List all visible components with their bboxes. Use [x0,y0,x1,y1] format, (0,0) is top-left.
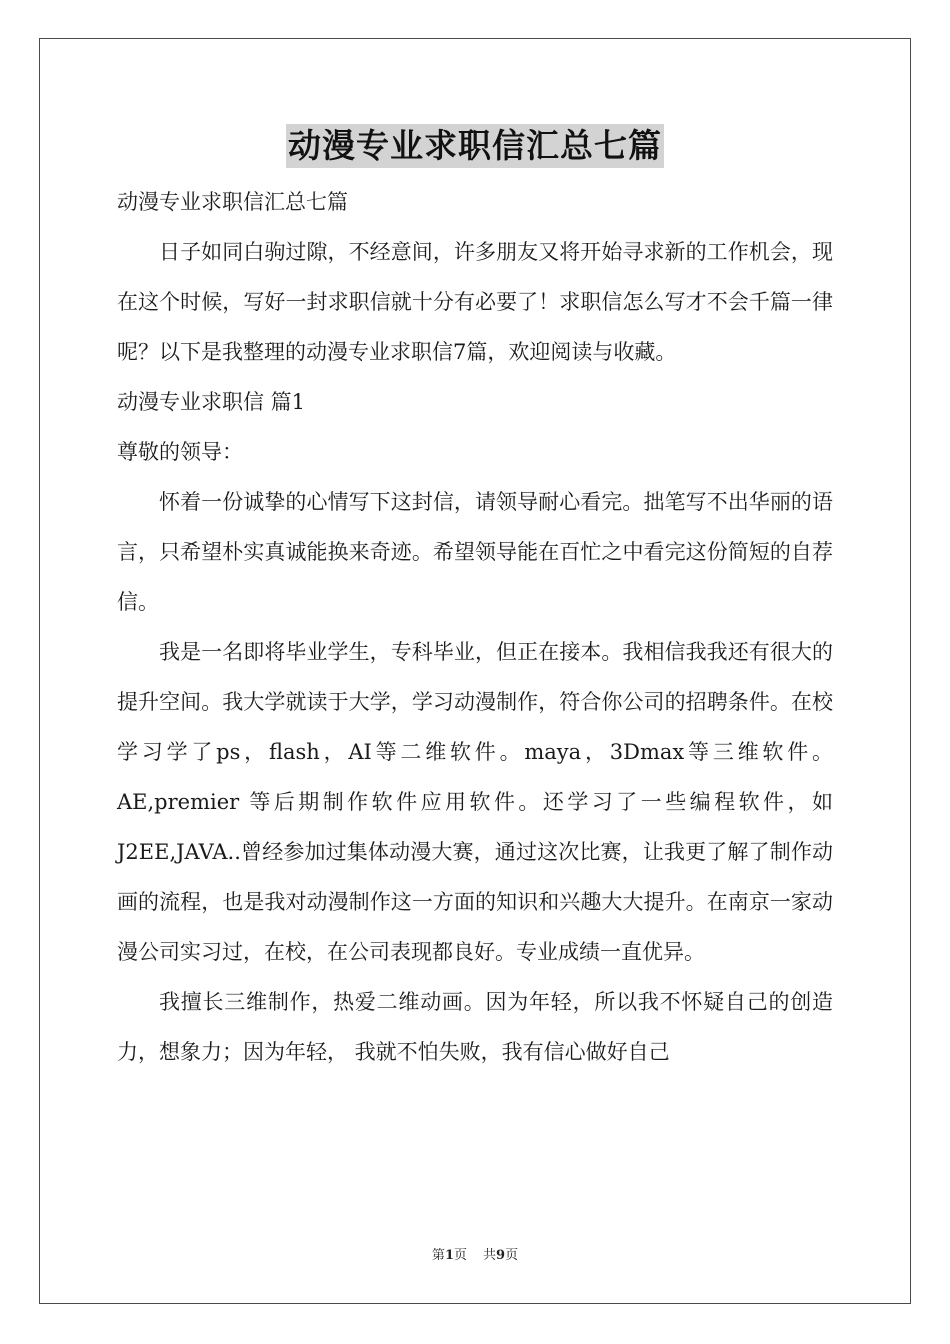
total-suffix: 页 [505,1248,519,1263]
document-body [117,177,833,1077]
total-pages: 9 [496,1248,506,1263]
section-heading: 动漫专业求职信 篇1 [117,390,306,414]
total-prefix: 共 [483,1248,497,1263]
body-paragraph: 日子如同白驹过隙，不经意间，许多朋友又将开始寻求新的工作机会，现在这个时候，写好一封求职信就十分有必要了！求职信怎么写才不会千篇一律呢？以下是我整理的动漫专业求职信7篇，欢迎阅读与收藏。 [117,240,833,364]
body-paragraph: 动漫专业求职信汇总七篇 [117,190,348,214]
title-area [0,124,950,168]
body-paragraph: 我擅长三维制作，热爱二维动画。因为年轻，所以我不怀疑自己的创造力，想象力；因为年轻， 我就不怕失败，我有信心做好自己 [117,990,833,1064]
page-prefix: 第 [431,1248,445,1263]
body-paragraph: 我是一名即将毕业学生，专科毕业，但正在接本。我相信我我还有很大的提升空间。我大学就读于大学，学习动漫制作，符合你公司的招聘条件。在校学习学了ps，flash，AI等二维软件。maya，3Dmax等三维软件。AE,premier 等后期制作软件应用软件。还学习了一些编程软件，如J2EE,JAVA..曾经参加过集体动漫大赛，通过这次比赛，让我更了解了制作动画的流程，也是我对动漫制作这一方面的知识和兴趣大大提升。在南京一家动漫公司实习过，在校，在公司表现都良好。专业成绩一直优异。 [117,640,833,964]
page-suffix: 页 [453,1248,467,1263]
page-footer [0,1247,950,1265]
document-title: 动漫专业求职信汇总七篇 [286,124,664,168]
page-current: 1 [444,1248,454,1263]
body-paragraph: 怀着一份诚挚的心情写下这封信，请领导耐心看完。拙笔写不出华丽的语言，只希望朴实真诚能换来奇迹。希望领导能在百忙之中看完这份简短的自荐信。 [117,490,833,614]
salutation: 尊敬的领导： [117,440,243,464]
